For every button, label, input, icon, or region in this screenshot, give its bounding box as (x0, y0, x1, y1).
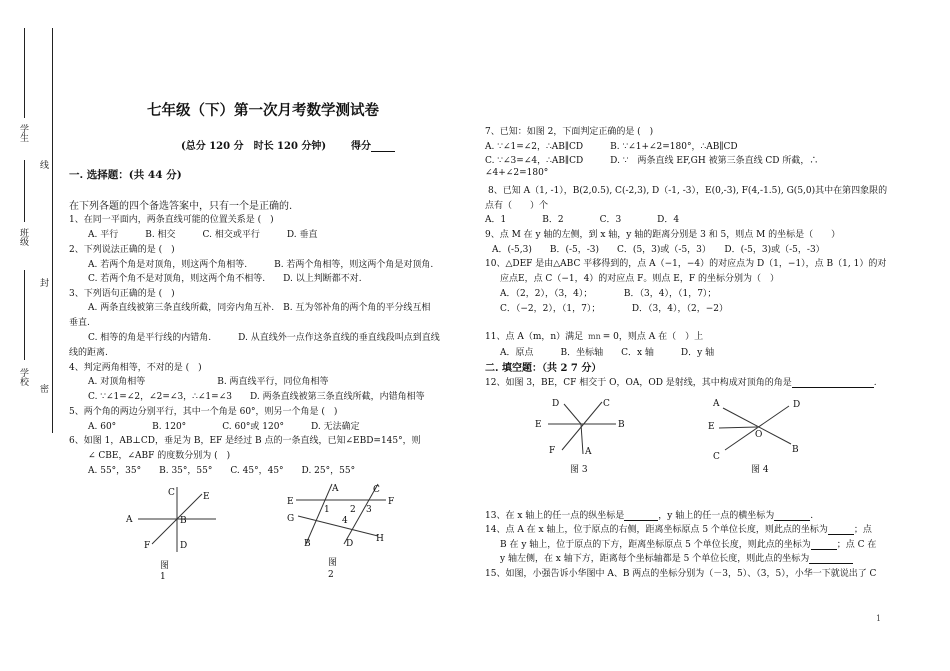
q11 (485, 329, 703, 342)
binding-field-line-2 (24, 160, 25, 222)
q10-cont: 应点E，点 C（−1，4）的对应点 F。则点 E，F 的坐标分别为（ ） (500, 274, 779, 284)
fig4-label-c: C (713, 452, 720, 462)
score-label (351, 137, 395, 152)
binding-secret-mark: 密 (38, 384, 48, 393)
q14-line-2 (500, 537, 876, 550)
q4-options-cd: C. ∵∠1=∠2，∠2=∠3，∴∠1=∠3 D. 两条直线被第三条直线所截，内错角相等 (88, 392, 425, 402)
fig3-ray-oa (581, 424, 583, 454)
fig2-label-3: 3 (366, 505, 372, 515)
fig3-label-b: B (618, 420, 625, 430)
q2: 2、下列说法正确的是 ( ) (69, 245, 175, 255)
fig3-label-d: D (552, 399, 560, 409)
fig1-label-b: B (180, 516, 187, 526)
q14 (485, 522, 872, 535)
q12-end: . (873, 378, 877, 388)
q2-options-ab: A. 若两个角是对顶角，则这两个角相等. B. 若两个角相等，则这两个角是对顶角. (88, 260, 434, 270)
q10-options-ab: A．（2，2），（3，4）； B．（3，4），（1，7）； (500, 289, 717, 299)
q4: 4、判定两角相等，不对的是 ( ) (69, 363, 202, 373)
fig3-label-f: F (549, 446, 556, 456)
section1-intro: 在下列各题的四个备选答案中，只有一个是正确的. (69, 201, 293, 212)
score-blank[interactable] (371, 142, 395, 152)
q1-options: A. 平行 B. 相交 C. 相交或平行 D. 垂直 (88, 230, 318, 240)
q7-options-cd: C. ∵∠3=∠4，∴AB∥CD D. ∵ 两条直线 EF,GH 被第三条直线 CD 所截，∴ (485, 156, 819, 166)
fig1-caption-2: 1 (160, 572, 166, 582)
page-title: 七年级（下）第一次月考数学测试卷 (147, 102, 379, 119)
q14-text-2: B 在 y 轴上，位于原点的下方，距离坐标原点 5 个单位长度，则此点的坐标为 (500, 540, 811, 550)
q8-options: A．1 B．2 C．3 D．4 (485, 215, 680, 225)
q3-options-cd: C. 相等的角是平行线的内错角. D. 从直线外一点作这条直线的垂直线段叫点到直线 (88, 333, 440, 343)
q15: 15、如图，小强告诉小华图中 A、B 两点的坐标分别为（－3，5）、（3，5），小华一下就说出了 C (485, 569, 877, 579)
q14-end: ；点 (853, 525, 872, 535)
fig2-caption-1: 图 (328, 558, 338, 568)
fig3-label-e: E (535, 420, 542, 430)
fig4-caption: 图 4 (751, 465, 769, 475)
fig1-caption-1: 图 (160, 561, 170, 571)
q11-text-end: = 0，则点 A 在（ ）上 (602, 332, 704, 342)
q6-cont: ∠ CBE，∠ABF 的度数分别为 ( ) (88, 451, 231, 461)
binding-school: 学校 (18, 368, 28, 386)
fig4-label-d: D (793, 400, 801, 410)
q14-blank-3[interactable] (809, 554, 853, 564)
q5: 5、两个角的两边分别平行，其中一个角是 60°，则另一个角是 ( ) (69, 407, 338, 417)
fig3-label-a: A (585, 447, 592, 457)
fig1-label-d: D (180, 541, 188, 551)
q7: 7、已知：如图 2，下面判定正确的是 ( ) (485, 127, 654, 137)
q13-end: . (810, 511, 814, 521)
q9-options: A．(-5,3) B．(-5，-3) C．(5，3)或（-5，3） D．(-5，3)或（-5，-3） (492, 245, 825, 255)
figure-3 (530, 392, 640, 480)
fig2-label-h: H (376, 534, 384, 544)
q12-text: 12、如图 3，BE，CF 相交于 O，OA，OD 是射线，其中构成对顶角的角是 (485, 378, 792, 388)
fig1-label-a: A (126, 515, 133, 525)
q10-options-cd: C．（−2，2），（1，7）； D．（3，4），（2，−2） (500, 304, 728, 314)
q6-options: A. 55°，35° B. 35°，55° C. 45°，45° D. 25°，55° (88, 466, 356, 476)
q14-blank-2[interactable] (811, 540, 837, 550)
binding-field-line-1 (24, 28, 25, 118)
binding-student: 学生 (18, 124, 28, 142)
fig4-label-b: B (792, 445, 799, 455)
q11-options: A．原点 B．坐标轴 C．x 轴 D．y 轴 (500, 348, 715, 358)
q13-blank-1[interactable] (624, 511, 658, 521)
fig2-label-c: C (373, 485, 380, 495)
fig2-label-e: E (287, 497, 294, 507)
q5-options: A. 60° B. 120° C. 60°或 120° D. 无法确定 (88, 422, 360, 432)
fig1-label-e: E (203, 492, 210, 502)
q14-blank-1[interactable] (828, 525, 854, 535)
q12 (485, 375, 877, 388)
q12-blank[interactable] (792, 378, 874, 388)
q11-text: 11、点 A（m，n）满足 (485, 332, 584, 342)
fig4-label-o: O (755, 430, 763, 440)
q3: 3、下列语句正确的是 ( ) (69, 289, 175, 299)
fig2-label-a: A (332, 484, 339, 494)
fig1-label-c: C (168, 488, 175, 498)
q13-text: 13、在 x 轴上的任一点的纵坐标是 (485, 511, 625, 521)
fig2-label-g: G (287, 514, 295, 524)
q3-options-ab: A. 两条直线被第三条直线所截，同旁内角互补. B. 互为邻补角的两个角的平分线互相 (88, 303, 431, 313)
figure-1 (118, 482, 228, 582)
binding-class: 班级 (18, 228, 28, 246)
q2-options-cd: C. 若两个角不是对顶角，则这两个角不相等. D. 以上判断都不对. (88, 274, 362, 284)
fig2-caption-2: 2 (328, 570, 334, 580)
fig3-caption: 图 3 (570, 465, 588, 475)
fig2-label-f: F (388, 497, 395, 507)
q14-line-3 (500, 551, 853, 564)
page-number: 1 (876, 614, 882, 623)
fig1-label-f: F (144, 541, 151, 551)
fig2-label-4: 4 (342, 516, 348, 526)
figure-4 (705, 392, 815, 480)
binding-field-line-3 (24, 270, 25, 360)
binding-seal-mark: 封 (38, 278, 48, 287)
q4-options-ab: A. 对顶角相等 B. 两直线平行，同位角相等 (88, 377, 329, 387)
exam-info: (总分 120 分 时长 120 分钟) (181, 141, 327, 152)
q14-text: 14、点 A 在 x 轴上，位于原点的右侧，距离坐标原点 5 个单位长度，则此点的坐标为 (485, 525, 828, 535)
q3-options-cd-cont: 线的距离. (69, 348, 108, 358)
q3-options-ab-cont: 垂直. (69, 318, 90, 328)
q1: 1、在同一平面内，两条直线可能的位置关系是 ( ) (69, 215, 274, 225)
fig2-line-gh (298, 516, 378, 536)
q13-text-b: ，y 轴上的任一点的横坐标为 (658, 511, 775, 521)
binding-line (52, 28, 53, 433)
fig3-ray-od (564, 404, 581, 424)
section1-heading: 一. 选择题：(共 44 分) (69, 169, 182, 181)
figure-2 (282, 478, 402, 582)
q7-options-ab: A. ∵∠1=∠2，∴AB∥CD B. ∵∠1+∠2=180°，∴AB∥CD (485, 142, 738, 152)
q13 (485, 508, 813, 521)
q14-text-3: y 轴左侧，在 x 轴下方，距离每个坐标轴都是 5 个单位长度，则此点的坐标为 (500, 554, 810, 564)
fig4-label-a: A (713, 399, 720, 409)
q8: 8、已知 A（1, -1），B(2,0.5), C(-2,3), D（-1, -3），E(0,-3), F(4,-1.5), G(5,0)其中在第四象限的 (488, 186, 888, 196)
q10: 10、△DEF 是由△ABC 平移得到的，点 A（−1，−4）的对应点为 D（1，−1），点 B（1, 1）的对 (485, 259, 887, 269)
q13-blank-2[interactable] (774, 511, 810, 521)
fig3-label-c: C (603, 399, 610, 409)
fig2-label-2: 2 (350, 505, 356, 515)
fig4-label-e: E (708, 422, 715, 432)
q6: 6、如图 1，AB⊥CD，垂足为 B，EF 是经过 B 点的一条直线，已知∠EBD=145°，则 (69, 436, 421, 446)
q8-cont: 点有（ ）个 (485, 201, 549, 211)
section2-heading: 二. 填空题：（共 2 7 分） (485, 363, 602, 374)
fig2-label-1: 1 (324, 505, 330, 515)
q11-formula: mn (588, 332, 601, 341)
q14-text-2b: ；点 C 在 (836, 540, 877, 550)
fig4-ray-oe (719, 427, 757, 428)
q7-options-cd-cont: ∠4+∠2=180° (485, 168, 549, 178)
fig2-label-b: B (304, 539, 311, 549)
fig2-label-d: D (346, 539, 354, 549)
score-label-text: 得分 (351, 141, 371, 152)
q9: 9、点 M 在 y 轴的左侧，到 x 轴，y 轴的距离分别是 3 和 5，则点 M 的坐标是（ ） (485, 230, 841, 240)
binding-line-mark: 线 (38, 160, 48, 169)
